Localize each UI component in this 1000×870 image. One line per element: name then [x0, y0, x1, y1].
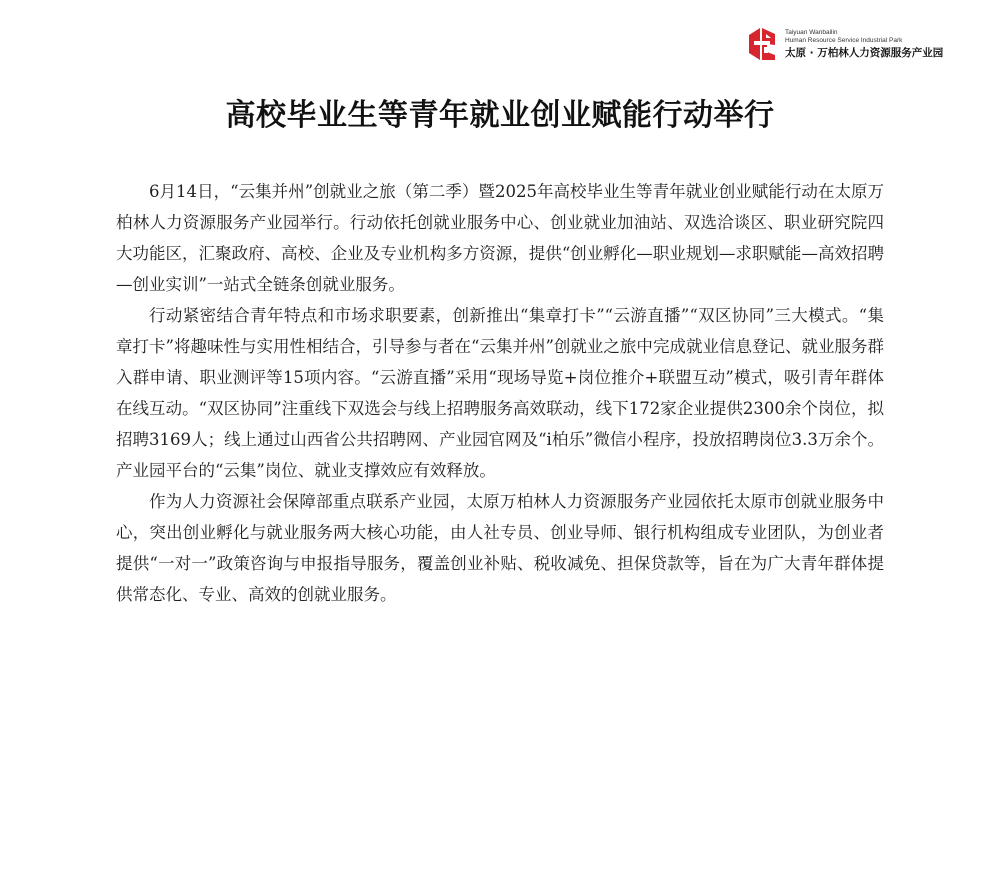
article	[116, 92, 884, 610]
park-logo-english-line-2: Human Resource Service Industrial Park	[785, 36, 903, 44]
article-body	[116, 176, 884, 610]
park-logo-text	[785, 29, 943, 60]
article-paragraph-1: 6月14日，“云集并州”创就业之旅（第二季）暨2025年高校毕业生等青年就业创业赋能行动在太原万柏林人力资源服务产业园举行。行动依托创就业服务中心、创业就业加油站、双选洽谈区、职业研究院四大功能区，汇聚政府、高校、企业及专业机构多方资源，提供“创业孵化—职业规划—求职赋能—高效招聘—创业实训”一站式全链条创就业服务。	[116, 182, 884, 294]
article-paragraph-3: 作为人力资源社会保障部重点联系产业园，太原万柏林人力资源服务产业园依托太原市创就业服务中心，突出创业孵化与就业服务两大核心功能，由人社专员、创业导师、银行机构组成专业团队，为创业者提供“一对一”政策咨询与申报指导服务，覆盖创业补贴、税收减免、担保贷款等，旨在为广大青年群体提供常态化、专业、高效的创就业服务。	[116, 492, 884, 604]
article-title: 高校毕业生等青年就业创业赋能行动举行	[225, 98, 775, 133]
park-logo-chinese-name: 太原 · 万柏林人力资源服务产业园	[785, 46, 944, 59]
article-paragraph-2: 行动紧密结合青年特点和市场求职要素，创新推出“集章打卡”“云游直播”“双区协同”三大模式。“集章打卡”将趣味性与实用性相结合，引导参与者在“云集并州”创就业之旅中完成就业信息登记、就业服务群入群申请、职业测评等15项内容。“云游直播”采用“现场导览+岗位推介+联盟互动”模式，吸引青年群体在线互动。“双区协同”注重线下双选会与线上招聘服务高效联动，线下172家企业提供2300余个岗位，拟招聘3169人；线上通过山西省公共招聘网、产业园官网及“i柏乐”微信小程序，投放招聘岗位3.3万余个。产业园平台的“云集”岗位、就业支撑效应有效释放。	[116, 306, 884, 480]
park-logo-english-line-1: Taiyuan Wanbailin	[785, 28, 838, 36]
park-logo	[745, 22, 980, 66]
park-logo-mark-icon	[745, 25, 779, 63]
